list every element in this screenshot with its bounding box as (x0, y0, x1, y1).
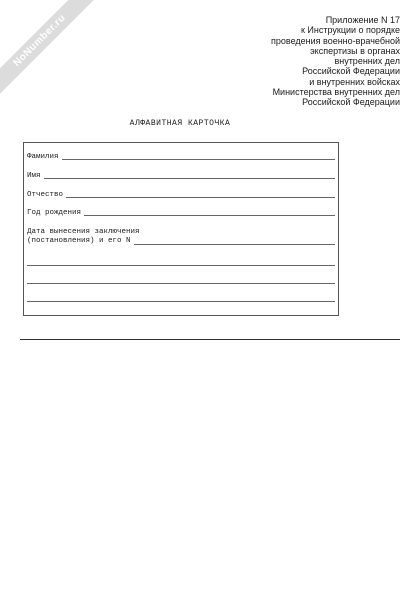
conclusion-field[interactable] (27, 228, 335, 246)
name-field[interactable] (27, 172, 335, 180)
alphabet-card (23, 142, 339, 316)
appendix-line: Российской Федерации (302, 97, 400, 108)
appendix-header (240, 15, 400, 108)
birth-year-label: Год рождения (27, 209, 82, 217)
blank-line[interactable] (27, 301, 335, 302)
appendix-line: Министерства внутренних дел (272, 87, 400, 98)
name-label: Имя (27, 172, 41, 180)
watermark-banner (0, 0, 110, 110)
conclusion-label-line2: (постановления) и его N (27, 237, 131, 245)
appendix-line: Приложение N 17 (325, 15, 400, 25)
birth-year-field[interactable] (27, 209, 335, 217)
appendix-line: к Инструкции о порядке (300, 25, 400, 36)
blank-line[interactable] (27, 265, 335, 266)
conclusion-line[interactable] (134, 244, 335, 245)
name-line[interactable] (44, 178, 335, 179)
birth-year-line[interactable] (84, 215, 335, 216)
surname-line[interactable] (62, 159, 335, 160)
surname-field[interactable] (27, 153, 335, 161)
appendix-line: Российской Федерации (302, 66, 400, 77)
appendix-line: экспертизы в органах (310, 45, 400, 56)
conclusion-label-line1: Дата вынесения заключения (27, 228, 140, 236)
surname-label: Фамилия (27, 153, 59, 161)
page-divider (20, 339, 400, 340)
patronymic-line[interactable] (66, 197, 335, 198)
watermark-text: NoNumber.ru (0, 0, 103, 104)
appendix-line: внутренних дел (334, 56, 400, 67)
patronymic-field[interactable] (27, 191, 335, 199)
card-title: АЛФАВИТНАЯ КАРТОЧКА (129, 119, 231, 128)
appendix-line: проведения военно-врачебной (271, 35, 400, 46)
patronymic-label: Отчество (27, 191, 64, 199)
appendix-line: и внутренних войсках (309, 76, 400, 87)
blank-line[interactable] (27, 283, 335, 284)
